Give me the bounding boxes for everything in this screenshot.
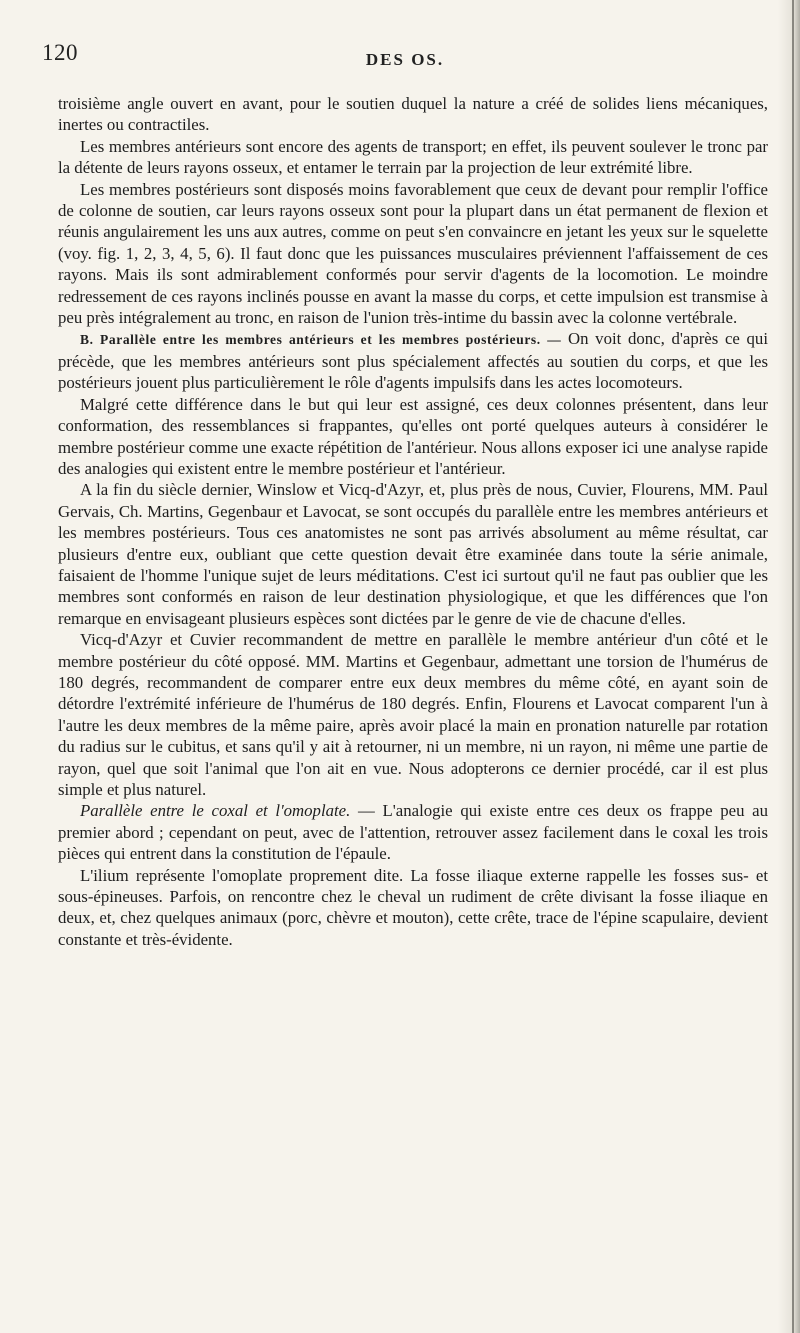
paragraph-6: A la fin du siècle dernier, Winslow et Vicq-d'Azyr, et, plus près de nous, Cuvier, Flourens, MM. Paul Gervais, Ch. Martins, Gegenbaur et Lavocat, se sont occupés du parallèle entre les membres antérieurs et les membres postérieurs. Tous ces anatomistes ne sont pas arrivés absolument au même résultat, car plusieurs d'entre eux, oubliant que cette question devait être examinée dans toute la série animale, faisaient de l'homme l'unique sujet de leurs méditations. C'est ici surtout qu'il ne faut pas oublier que les membres sont conformés en raison de leur destination physiologique, et que les différences que l'on remarque en envisageant plusieurs espèces sont dictées par le genre de vie de chacune d'elles. [58,480,768,628]
page-header [0,0,800,84]
paragraph-7: Vicq-d'Azyr et Cuvier recommandent de mettre en parallèle le membre antérieur d'un côté et le membre postérieur du côté opposé. MM. Martins et Gegenbaur, admettant une torsion de l'humérus de 180 degrés, recommandent de comparer entre eux deux membres du même côté, en ayant soin de détordre l'extrémité inférieure de l'humérus de 180 degrés. Enfin, Flourens et Lavocat comparent l'un à l'autre les deux membres de la même paire, après avoir placé la main en pronation naturelle par rotation du radius sur le cubitus, et sans qu'il y ait à retourner, ni un membre, ni un rayon, ni même une partie de rayon, quel que soit l'animal que l'on ait en vue. Nous adopterons ce dernier procédé, car il est plus simple et plus naturel. [58,630,768,799]
paragraph-1: troisième angle ouvert en avant, pour le soutien duquel la nature a créé de solides liens mécaniques, inertes ou contractiles. [58,94,768,135]
paragraph-4: On voit donc, d'après ce qui précède, que les membres antérieurs sont plus spécialement affectés au soutien du corps, et que les postérieurs jouent plus particulièrement le rôle d'agents impulsifs dans les actes locomoteurs. [58,329,768,393]
page-edge-shadow [778,0,800,1333]
page-number: 120 [42,40,78,65]
subsection-heading-coxal: Parallèle entre le coxal et l'omoplate. [80,801,351,821]
section-b-heading: B. Parallèle entre les membres antérieurs et les membres postérieurs. — [80,332,562,348]
section-b-paragraph [58,328,768,393]
paragraph-9: L'ilium représente l'omoplate proprement dite. La fosse iliaque externe rappelle les fosses sus- et sous-épineuses. Parfois, on rencontre chez le cheval un rudiment de crête divisant la fosse iliaque en deux, et, chez quelques animaux (porc, chèvre et mouton), cette crête, trace de l'épine scapulaire, devient constante et très-évidente. [58,865,768,949]
page-binding-edge [792,0,794,1333]
body-text [58,93,768,950]
paragraph-8 [58,800,768,864]
paragraph-8-text: — L'analogie qui existe entre ces deux os frappe peu au premier abord ; cependant on peut, avec de l'attention, retrouver assez facilement dans le coxal les trois pièces qui entrent dans la constitution de l'épaule. [58,801,769,864]
paragraph-3: Les membres postérieurs sont disposés moins favorablement que ceux de devant pour remplir l'office de colonne de soutien, car leurs rayons osseux sont pour la plupart dans un état permanent de flexion et réunis angulairement les uns aux autres, comme on peut s'en convaincre en jetant les yeux sur le squelette (voy. fig. 1, 2, 3, 4, 5, 6). Il faut donc que les puissances musculaires préviennent l'affaissement de ces rayons. Mais ils sont admirablement conformés pour servir d'agents de la locomotion. Le moindre redressement de ces rayons inclinés pousse en avant la masse du corps, et cette impulsion est transmise à peu près intégralement au tronc, en raison de l'union très-intime du bassin avec la colonne vertébrale. [58,179,768,328]
paragraph-2: Les membres antérieurs sont encore des agents de transport; en effet, ils peuvent soulever le tronc par la détente de leurs rayons osseux, et entamer le terrain par la projection de leur extrémité libre. [58,136,768,178]
running-head: DES OS. [365,50,445,69]
paragraph-5: Malgré cette différence dans le but qui leur est assigné, ces deux colonnes présentent, dans leur conformation, des ressemblances si frappantes, qu'elles ont porté quelques auteurs à considérer le membre postérieur comme une exacte répétition de l'antérieur. Nous allons exposer ici une analyse rapide des analogies qui existent entre le membre postérieur et l'antérieur. [58,394,768,478]
